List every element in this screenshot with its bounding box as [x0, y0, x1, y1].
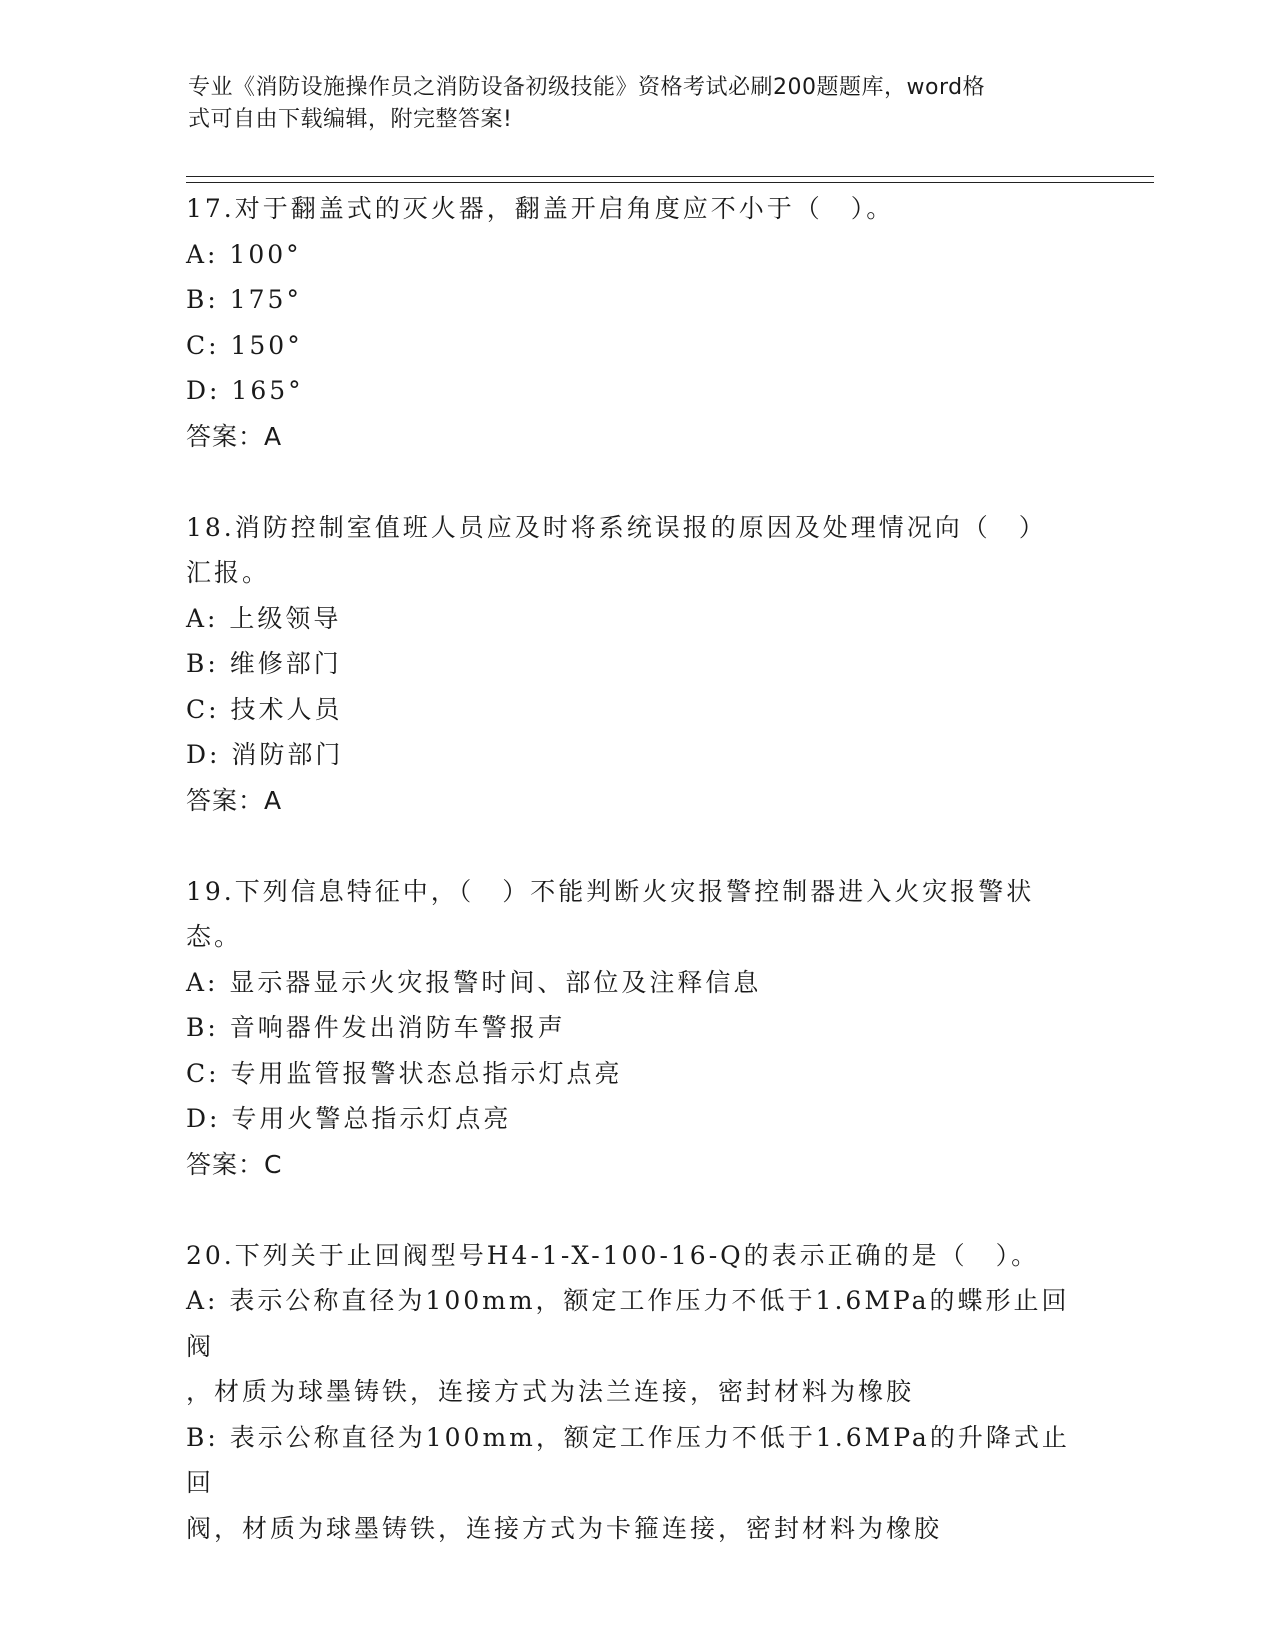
option-a: A: 显示器显示火灾报警时间、部位及注释信息 [186, 967, 762, 997]
option-b: B: 表示公称直径为100mm，额定工作压力不低于1.6MPa的升降式止回 [186, 1422, 1070, 1497]
answer-text: 答案：C [186, 1149, 283, 1179]
option-c: C: 150° [186, 330, 303, 360]
answer-text: 答案：A [186, 785, 283, 815]
question-stem: 20.下列关于止回阀型号H4-1-X-100-16-Q的表示正确的是（ ）。 [186, 1240, 1040, 1270]
answer-text: 答案：A [186, 421, 283, 451]
question-list [186, 186, 1086, 1597]
option-c: C: 技术人员 [186, 694, 343, 724]
option-d: D: 专用火警总指示灯点亮 [186, 1104, 512, 1133]
option-a: A: 表示公称直径为100mm，额定工作压力不低于1.6MPa的蝶形止回阀 [186, 1286, 1070, 1361]
question-stem-continued: 汇报。 [186, 558, 271, 587]
option-b: B: 175° [186, 285, 302, 314]
option-d: D: 165° [186, 376, 304, 405]
question-stem-continued: 态。 [186, 922, 243, 951]
header-line-2: 式可自由下载编辑，附完整答案! [188, 107, 513, 132]
header-line-1: 专业《消防设施操作员之消防设备初级技能》资格考试必刷200题题库，word格 [188, 75, 986, 100]
option-d: D: 消防部门 [186, 740, 344, 769]
question-17 [186, 186, 1086, 459]
header-divider-top [186, 176, 1154, 177]
question-18 [186, 505, 1086, 824]
option-b: B: 音响器件发出消防车警报声 [186, 1013, 566, 1042]
document-header [188, 72, 1068, 136]
header-divider-bottom [186, 182, 1154, 183]
question-stem: 18.消防控制室值班人员应及时将系统误报的原因及处理情况向（ ） [186, 512, 1047, 542]
option-a: A: 100° [186, 239, 302, 269]
question-stem: 17.对于翻盖式的灭火器，翻盖开启角度应不小于（ ）。 [186, 194, 895, 223]
question-stem: 19.下列信息特征中，（ ）不能判断火灾报警控制器进入火灾报警状 [186, 876, 1035, 906]
question-19 [186, 869, 1086, 1188]
option-b-continued: 阀，材质为球墨铸铁，连接方式为卡箍连接，密封材料为橡胶 [186, 1513, 943, 1543]
question-20 [186, 1233, 1086, 1552]
option-a-continued: ，材质为球墨铸铁，连接方式为法兰连接，密封材料为橡胶 [186, 1377, 915, 1406]
option-b: B: 维修部门 [186, 649, 342, 678]
option-c: C: 专用监管报警状态总指示灯点亮 [186, 1058, 623, 1088]
option-a: A: 上级领导 [186, 603, 342, 633]
